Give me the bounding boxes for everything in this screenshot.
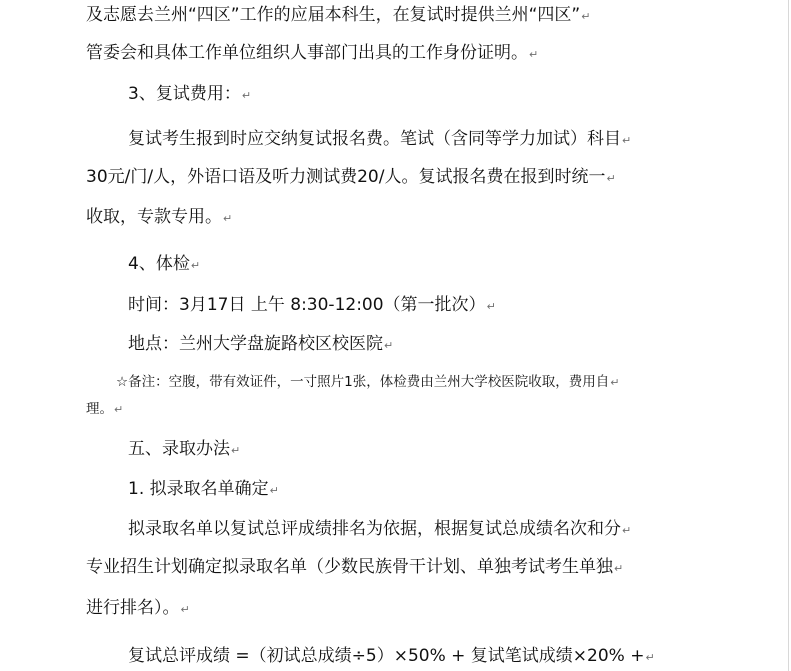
- paragraph-mark-icon: ↵: [269, 484, 279, 497]
- paragraph-mark-icon: ↵: [241, 89, 252, 102]
- paragraph-mark-icon: ↵: [190, 259, 201, 272]
- paragraph-line: 时间：3月17日 上午 8:30-12:00（第一批次）↵: [128, 295, 496, 315]
- paragraph-mark-icon: ↵: [645, 651, 655, 664]
- paragraph-mark-icon: ↵: [529, 48, 539, 61]
- paragraph-line: 管委会和具体工作单位组织人事部门出具的工作身份证明。↵: [86, 43, 539, 63]
- paragraph-mark-icon: ↵: [610, 376, 620, 389]
- paragraph-mark-icon: ↵: [384, 339, 394, 352]
- paragraph-mark-icon: ↵: [581, 10, 591, 23]
- paragraph-mark-icon: ↵: [231, 444, 241, 457]
- paragraph-mark-icon: ↵: [180, 603, 190, 616]
- paragraph-line: 地点：兰州大学盘旋路校区校医院↵: [128, 334, 394, 354]
- paragraph-line: 收取，专款专用。↵: [86, 207, 233, 227]
- paragraph-line: 及志愿去兰州“四区”工作的应届本科生，在复试时提供兰州“四区”↵: [86, 5, 591, 25]
- paragraph-line: 拟录取名单以复试总评成绩排名为依据，根据复试总成绩名次和分↵: [128, 519, 632, 539]
- paragraph-line: 专业招生计划确定拟录取名单（少数民族骨干计划、单独考试考生单独↵: [86, 557, 624, 577]
- section-heading: 3、复试费用：↵: [128, 84, 252, 104]
- page-edge-divider: [788, 0, 789, 671]
- subsection-heading: 1. 拟录取名单确定↵: [128, 479, 279, 499]
- paragraph-mark-icon: ↵: [622, 524, 632, 537]
- paragraph-mark-icon: ↵: [486, 300, 496, 313]
- paragraph-line: 30元/门/人，外语口语及听力测试费20/人。复试报名费在报到时统一↵: [86, 167, 616, 187]
- paragraph-mark-icon: ↵: [606, 172, 616, 185]
- paragraph-mark-icon: ↵: [622, 134, 632, 147]
- paragraph-line: 进行排名）。↵: [86, 598, 190, 618]
- formula-line: 复试总评成绩 =（初试总成绩÷5）×50% + 复试笔试成绩×20% +↵: [128, 646, 655, 666]
- paragraph-mark-icon: ↵: [614, 562, 624, 575]
- paragraph-mark-icon: ↵: [223, 212, 233, 225]
- paragraph-line: 复试考生报到时应交纳复试报名费。笔试（含同等学力加试）科目↵: [128, 129, 632, 149]
- section-heading: 五、录取办法↵: [128, 439, 241, 459]
- paragraph-mark-icon: ↵: [114, 403, 124, 416]
- section-heading: 4、体检↵: [128, 254, 201, 274]
- note-line: 理。↵: [86, 401, 124, 417]
- note-line: ☆备注：空腹，带有效证件，一寸照片1张，体检费由兰州大学校医院收取，费用自↵: [116, 374, 620, 390]
